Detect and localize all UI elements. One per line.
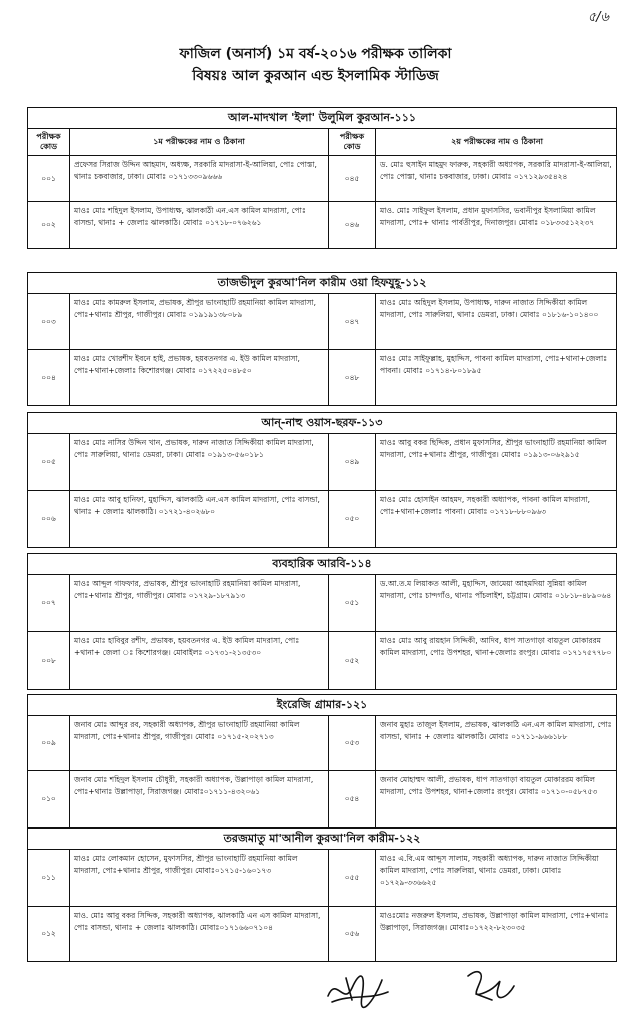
section-block-121: [27, 694, 617, 828]
table-row: [28, 716, 616, 771]
table-row: [28, 850, 616, 907]
examiner-details: ড. মোঃ হুসাইন মাহমুদ ফারুক, সহকারী অধ্যাপক, সরকারি মাদরাসা-ই-আলিয়া, পোঃ পোস্তা, থানাঃ চকবাজার, ঢাকা। মোবাঃ ০১৭১২৯৩৫৪২৪: [380, 160, 612, 181]
examiner-code: ০০৬: [28, 491, 70, 547]
examiner-code: ০৫১: [329, 575, 376, 631]
examiner-details: মাওঃ মোঃ হোসাইন আহমদ, সহকারী অধ্যাপক, পাবনা কামিল মাদরাসা, পোঃ+থানা+জেলাঃ পাবনা। মোবাঃ ০১৭১৮-৮৮০৯৬৩: [380, 495, 591, 516]
examiner-details: মাওঃ মোঃ হাবিবুর রশীদ, প্রভাষক, হয়বতনগর এ. ইউ কামিল মাদরাসা, পোঃ +থানা+ জেলা ঃ কিশোরগঞ্জ। মোবাইলঃ ০১৭৩১-২১৩৫৩০: [70, 632, 329, 689]
examiner-code: ০৫২: [329, 632, 376, 689]
examiner-code: ০৫০: [329, 491, 376, 547]
section-block-112: [27, 272, 617, 406]
section-title: ব্যবহারিক আরবি-১১৪: [28, 554, 616, 575]
examiner-details: মাওঃমোঃ নজরুল ইসলাম, প্রভাষক, উল্লাপাড়া কামিল মাদরাসা, পোঃ+থানাঃ উল্লাপাড়া, সিরাজগঞ্জ। মোবাঃ০১৭২২-৮২৩০৩৫: [380, 911, 609, 932]
examiner-details: জনাব মোঃ আব্দুর রব, সহকারী অধ্যাপক, শ্রীপুর ভাংনাহাটি রহমানিয়া কামিল মাদরাসা, পোঃ+থানাঃ শ্রীপুর, গাজীপুর। মোবাঃ ০১৭১৫-২০২৭১৩: [70, 716, 329, 770]
examiner-code: ০৪৫: [329, 156, 376, 201]
examiner-code: ০০২: [28, 202, 70, 248]
examiner-details: মাওঃ মোঃ সাইফুল্লাহ, মুহাদ্দিস, পাবনা কামিল মাদরাসা, পোঃ+থানা+জেলাঃ পাবনা। মোবাঃ ০১৭১৪-৮০১৮৯৫: [380, 354, 608, 375]
examiner-code: ০৪৮: [329, 350, 376, 405]
examiner-code: ০১১: [28, 850, 70, 906]
examiner-code: ০৪৯: [329, 434, 376, 490]
signature-right: [462, 964, 518, 1004]
examiner-code: ০০৭: [28, 575, 70, 631]
column-header-row: [28, 129, 616, 156]
examiner-details: প্রফেসর সিরাজ উদ্দিন আহমাদ, অধ্যক্ষ, সরকারি মাদরাসা-ই-আলিয়া, পোঃ পোস্তা, থানাঃ চকবাজার, ঢাকা। মোবাঃ ০১৭১৩৩০৯৬৬৬: [70, 156, 329, 201]
examiner-code: ০৫৪: [329, 771, 376, 827]
examiner-details: জনাব মুহাঃ তাজুল ইসলাম, প্রভাষক, ঝালকাঠি এন.এস কামিল মাদরাসা, পোঃ বাসন্ডা, থানাঃ + জেলাঃ ঝালকাঠি। মোবাঃ ০১৭১১-৯৬৬১৮৮: [380, 720, 612, 741]
examiner-details: মাওঃ মোঃ খোরশীদ ইবনে হাই, প্রভাষক, হয়বতনগর এ. ইউ কামিল মাদরাসা, পোঃ+থানা+জেলাঃ কিশোরগঞ্জ। মোবাঃ ০১৭২২৫০৪৮৫০: [70, 350, 329, 405]
examiner-details: মাওঃ আব্দুল গাফফার, প্রভাষক, শ্রীপুর ভাংনাহাটি রহমানিয়া কামিল মাদরাসা, পোঃ+থানাঃ শ্রীপুর, গাজীপুর। মোবাঃ ০১৭২৯-১৮৭৯১৩: [70, 575, 329, 631]
table-row: [28, 350, 616, 405]
examiner-details: মাওঃ মোঃ কামরুল ইসলাম, প্রভাষক, শ্রীপুর ভাংনাহাটি রহমানিয়া কামিল মাদরাসা, পোঃ+থানাঃ শ্রীপুর, গাজীপুর। মোবাঃ ০১৯১৯১৩৮০৮৯: [70, 294, 329, 349]
examiner-details: জনাব মোঃ শহিদুল ইসলাম চৌধুরী, সহকারী অধ্যাপক, উল্লাপাড়া কামিল মাদরাসা, পোঃ+থানাঃ উল্লাপাড়া, সিরাজগঞ্জ। মোবাঃ০১৭১১-৪৩২০৬১: [70, 771, 329, 827]
column-header-examiner-2: ২য় পরীক্ষকের নাম ও ঠিকানা: [451, 137, 543, 146]
table-row: [28, 632, 616, 689]
table-row: [28, 907, 616, 961]
table-row: [28, 294, 616, 350]
examiner-details: মাওঃ মোঃ নাসির উদ্দিন খান, প্রভাষক, দারুন নাজাত সিদ্দিকীয়া কামিল মাদরাসা, পোঃ সারুলিয়া, থানাঃ ডেমরা, ঢাকা। মোবাঃ ০১৯১৩-৫৬০১৮১: [70, 434, 329, 490]
section-block-122: [27, 828, 617, 962]
subject-title: বিষয়ঃ আল কুরআন এন্ড ইসলামিক স্টাডিজ: [192, 68, 439, 84]
examiner-code: ০০৯: [28, 716, 70, 770]
column-header-examiner-1: ১ম পরীক্ষকের নাম ও ঠিকানা: [70, 129, 329, 155]
section-title: আন্-নাহু ওয়াস-ছরফ-১১৩: [28, 413, 616, 434]
examiner-code: ০১০: [28, 771, 70, 827]
examiner-details: মাওঃ মোঃ অহিদুল ইসলাম, উপাধ্যক্ষ, দারুন নাজাত সিদ্দিকীয়া কামিল মাদরাসা, পোঃ সারুলিয়া, থানাঃ ডেমরা, ঢাকা। মোবাঃ ০১৮১৬-১০১৪০০: [380, 298, 599, 319]
examiner-code: ০০৪: [28, 350, 70, 405]
table-row: [28, 771, 616, 827]
document-title: ফাজিল (অনার্স) ১ম বর্ষ-২০১৬ পরীক্ষক তালিকা: [179, 46, 452, 62]
examiner-details: মাওঃ এ.বি.এম আব্দুস সালাম, সহকারী অধ্যাপক, দারুন নাজাত সিদ্দিকীয়া কামিল মাদরাসা, পোঃ সারুলিয়া, থানাঃ ডেমরা, ঢাকা। মোবাঃ ০১৭২৯-৩৩৬৬২৫: [380, 854, 599, 887]
column-header-code: পরীক্ষক কোড: [28, 129, 70, 155]
section-block-114: [27, 553, 617, 690]
examiner-details: ড.আ.ত.ম লিয়াকত আলী, মুহাদ্দিস, জামেয়া আহমদিয়া সুন্নিয়া কামিল মাদরাসা, পোঃ চান্দগাঁও, থানাঃ পাঁচলাইশ, চট্টগ্রাম। মোবাঃ ০১৮১৮-৪৮৯০৬৪: [380, 579, 612, 600]
examiner-details: মাও. মোঃ আবু বকর সিদ্দিক, সহকারী অধ্যাপক, ঝালকাঠি এন এস কামিল মাদরাসা, পোঃ বাসন্ডা, থানাঃ + জেলাঃ ঝালকাঠি। মোবাঃ০১৭১৬৬০৭১০৪: [70, 907, 329, 961]
signature-left: [322, 966, 392, 1010]
examiner-details: মাওঃ মোঃ আবু রায়হান সিদ্দিকী, আদিব, ধাপ সাতগাড়া বায়তুল মোকাররম কামিল মাদরাসা, পোঃ উপশহর, থানা+জেলাঃ রংপুর। মোবাঃ ০১৭১৭৫৭৭৮০: [380, 636, 612, 657]
table-row: [28, 202, 616, 248]
table-row: [28, 575, 616, 632]
column-header-code-2: পরীক্ষক কোড: [329, 129, 376, 155]
examiner-details: মাও. মোঃ সাইফুল ইসলাম, প্রধান মুফাসসির, ভবানীপুর ইসলামিয়া কামিল মাদরাসা, পোঃ+ থানাঃ পার্বতীপুর, দিনাজপুর। মোবাঃ ০১৮৩৩৫১২২৩৭: [380, 206, 596, 227]
table-row: [28, 156, 616, 202]
section-title: তাজভীদুল কুরআ'নিল কারীম ওয়া হিফযুহূ-১১২: [28, 273, 616, 294]
examiner-code: ০৪৬: [329, 202, 376, 248]
examiner-code: ০০১: [28, 156, 70, 201]
examiner-code: ০৫৫: [329, 850, 376, 906]
examiner-details: মাওঃ আবু বকর ছিদ্দিক, প্রধান মুফাসসির, শ্রীপুর ভাংনাহাটি রহমানিয়া কামিল মাদরাসা, পোঃ+থানাঃ শ্রীপুর, গাজীপুর। মোবাঃ ০১৯১৩-০৬২৯১৫: [380, 438, 607, 459]
table-row: [28, 434, 616, 491]
examiner-details: জনাব মোহাম্মদ আলী, প্রভাষক, ধাপ সাতগাড়া বায়তুল মোকাররম কামিল মাদরাসা, পোঃ উপশহর, থানা+জেলাঃ রংপুর। মোবাঃ ০১৭১০-০৫৮৭৫৩: [380, 775, 598, 796]
examiner-code: ০৫৬: [329, 907, 376, 961]
examiner-details: মাওঃ মোঃ আবু হানিফা, মুহাদ্দিস, ঝালকাঠি এন.এস কামিল মাদরাসা, পোঃ বাসন্ডা, থানাঃ + জেলাঃ ঝালকাঠি। ০১৭২১-৪০২৬৮০: [70, 491, 329, 547]
table-row: [28, 491, 616, 547]
examiner-code: ০০৮: [28, 632, 70, 689]
examiner-code: ০০৩: [28, 294, 70, 349]
examiner-details: মাওঃ মোঃ শহিদুল ইসলাম, উপাধ্যক্ষ, ঝালকাঠী এন.এস কামিল মাদরাসা, পোঃ বাসন্ডা, থানাঃ + জেলাঃ ঝালকাঠি। মোবাঃ ০১৭১৮-০৭৬২৬১: [70, 202, 329, 248]
section-title: ইংরেজি গ্রামার-১২১: [28, 695, 616, 716]
examiner-details: মাওঃ মোঃ লোকমান হোসেন, মুফাসসির, শ্রীপুর ভাংনাহাটি রহমানিয়া কামিল মাদরাসা, পোঃ+থানাঃ শ্রীপুর, গাজীপুর। মোবাঃ০১৭১৫-১৬০১৭৩: [70, 850, 329, 906]
examiner-code: ০৪৭: [329, 294, 376, 349]
examiner-code: ০৫৩: [329, 716, 376, 770]
examiner-code: ০০৫: [28, 434, 70, 490]
examiner-code: ০১২: [28, 907, 70, 961]
section-block-113: [27, 412, 617, 548]
section-block-111: [27, 107, 617, 249]
page-number: ৫/৬: [587, 10, 609, 25]
section-title: আল-মাদখাল 'ইলা' উলুমিল কুরআন-১১১: [28, 108, 616, 129]
section-title: তরজমাতু মা'আনীল কুরআ'নিল কারীম-১২২: [28, 829, 616, 850]
